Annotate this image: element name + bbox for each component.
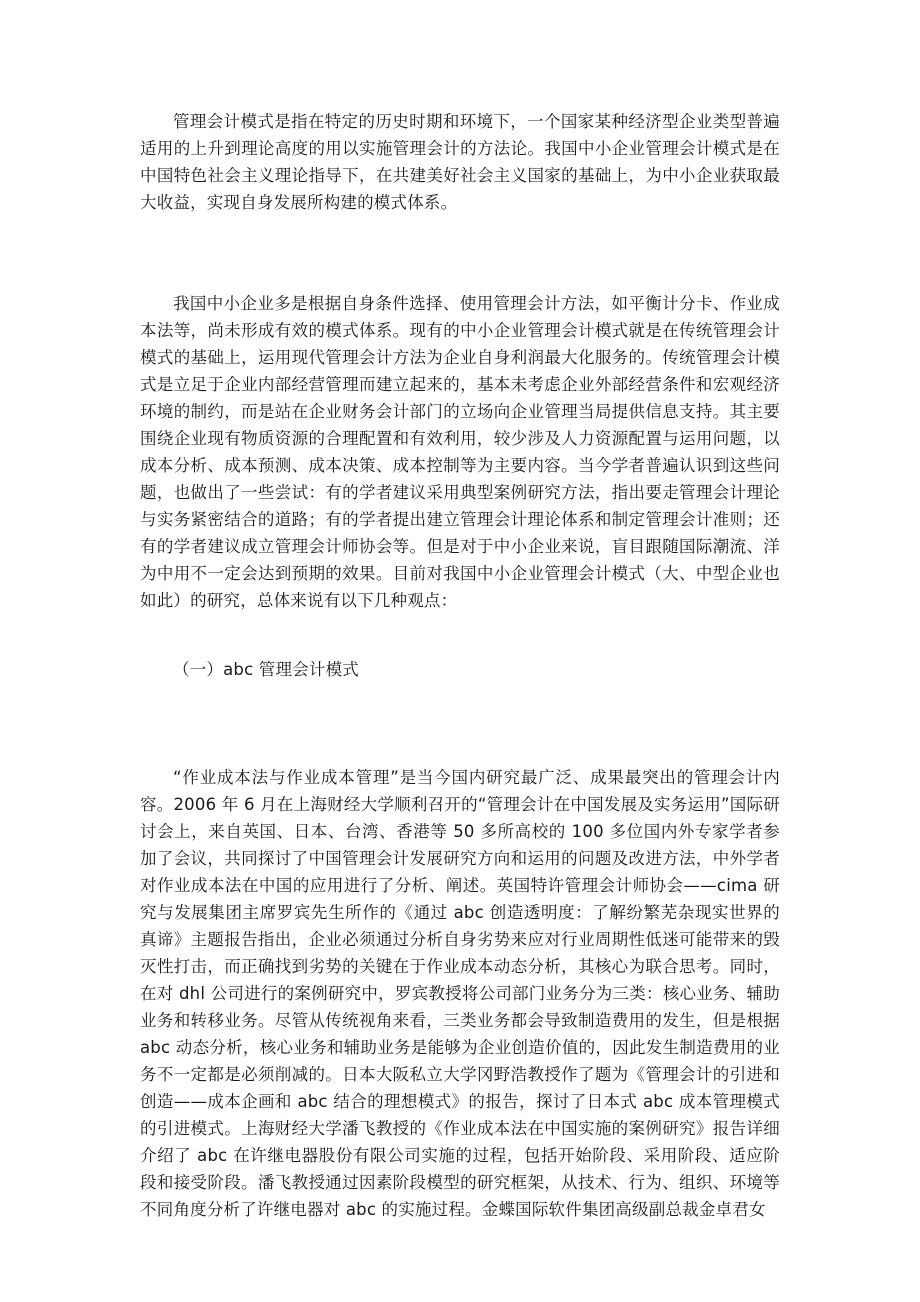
paragraph-definition: 管理会计模式是指在特定的历史时期和环境下，一个国家某种经济型企业类型普遍适用的上升到理论高度的用以实施管理会计的方法论。我国中小企业管理会计模式是在中国特色社会主义理论指导下，在共建美好社会主义国家的基础上，为中小企业获取最大收益，实现自身发展所构建的模式体系。 — [140, 112, 780, 212]
paragraph-abc-research: “作业成本法与作业成本管理”是当今国内研究最广泛、成果最突出的管理会计内容。2006 年 6 月在上海财经大学顺利召开的“管理会计在中国发展及实务运用”国际研讨会上，来自英国、日本、台湾、香港等 50 多所高校的 100 多位国内外专家学者参加了会议，共同探讨了中国管理会计发展研究方向和运用的问题及改进方法，中外学者对作业成本法在中国的应用进行了分析、阐述。英国特许管理会计师协会——cima 研究与发展集团主席罗宾先生所作的《通过 abc 创造透明度：了解纷繁芜杂现实世界的真谛》主题报告指出，企业必须通过分析自身劣势来应对行业周期性低迷可能带来的毁灭性打击，而正确找到劣势的关键在于作业成本动态分析，其核心为联合思考。同时，在对 dhl 公司进行的案例研究中，罗宾教授将公司部门业务分为三类：核心业务、辅助业务和转移业务。尽管从传统视角来看，三类业务都会导致制造费用的发生，但是根据 abc 动态分析，核心业务和辅助业务是能够为企业创造价值的，因此发生制造费用的业务不一定都是必须削减的。日本大阪私立大学冈野浩教授作了题为《管理会计的引进和创造——成本企画和 abc 结合的理想模式》的报告，探讨了日本式 abc 成本管理模式的引进模式。上海财经大学潘飞教授的《作业成本法在中国实施的案例研究》报告详细介绍了 abc 在许继电器股份有限公司实施的过程，包括开始阶段、采用阶段、适应阶段和接受阶段。潘飞教授通过因素阶段模型的研究框架，从技术、行为、组织、环境等不同角度分析了许继电器对 abc 的实施过程。金蝶国际软件集团高级副总裁金卓君女 — [140, 768, 780, 1219]
paragraph-sme-current-state: 我国中小企业多是根据自身条件选择、使用管理会计方法，如平衡计分卡、作业成本法等，尚未形成有效的模式体系。现有的中小企业管理会计模式就是在传统管理会计模式的基础上，运用现代管理会计方法为企业自身利润最大化服务的。传统管理会计模式是立足于企业内部经营管理而建立起来的，基本未考虑企业外部经营条件和宏观经济环境的制约，而是站在企业财务会计部门的立场向企业管理当局提供信息支持。其主要围绕企业现有物质资源的合理配置和有效利用，较少涉及人力资源配置与运用问题，以成本分析、成本预测、成本决策、成本控制等为主要内容。当今学者普遍认识到这些问题，也做出了一些尝试：有的学者建议采用典型案例研究方法，指出要走管理会计理论与实务紧密结合的道路；有的学者提出建立管理会计理论体系和制定管理会计准则；还有的学者建议成立管理会计师协会等。但是对于中小企业来说，盲目跟随国际潮流、洋为中用不一定会达到预期的效果。目前对我国中小企业管理会计模式（大、中型企业也如此）的研究，总体来说有以下几种观点： — [140, 294, 780, 610]
section-heading: （一）abc 管理会计模式 — [173, 660, 360, 679]
